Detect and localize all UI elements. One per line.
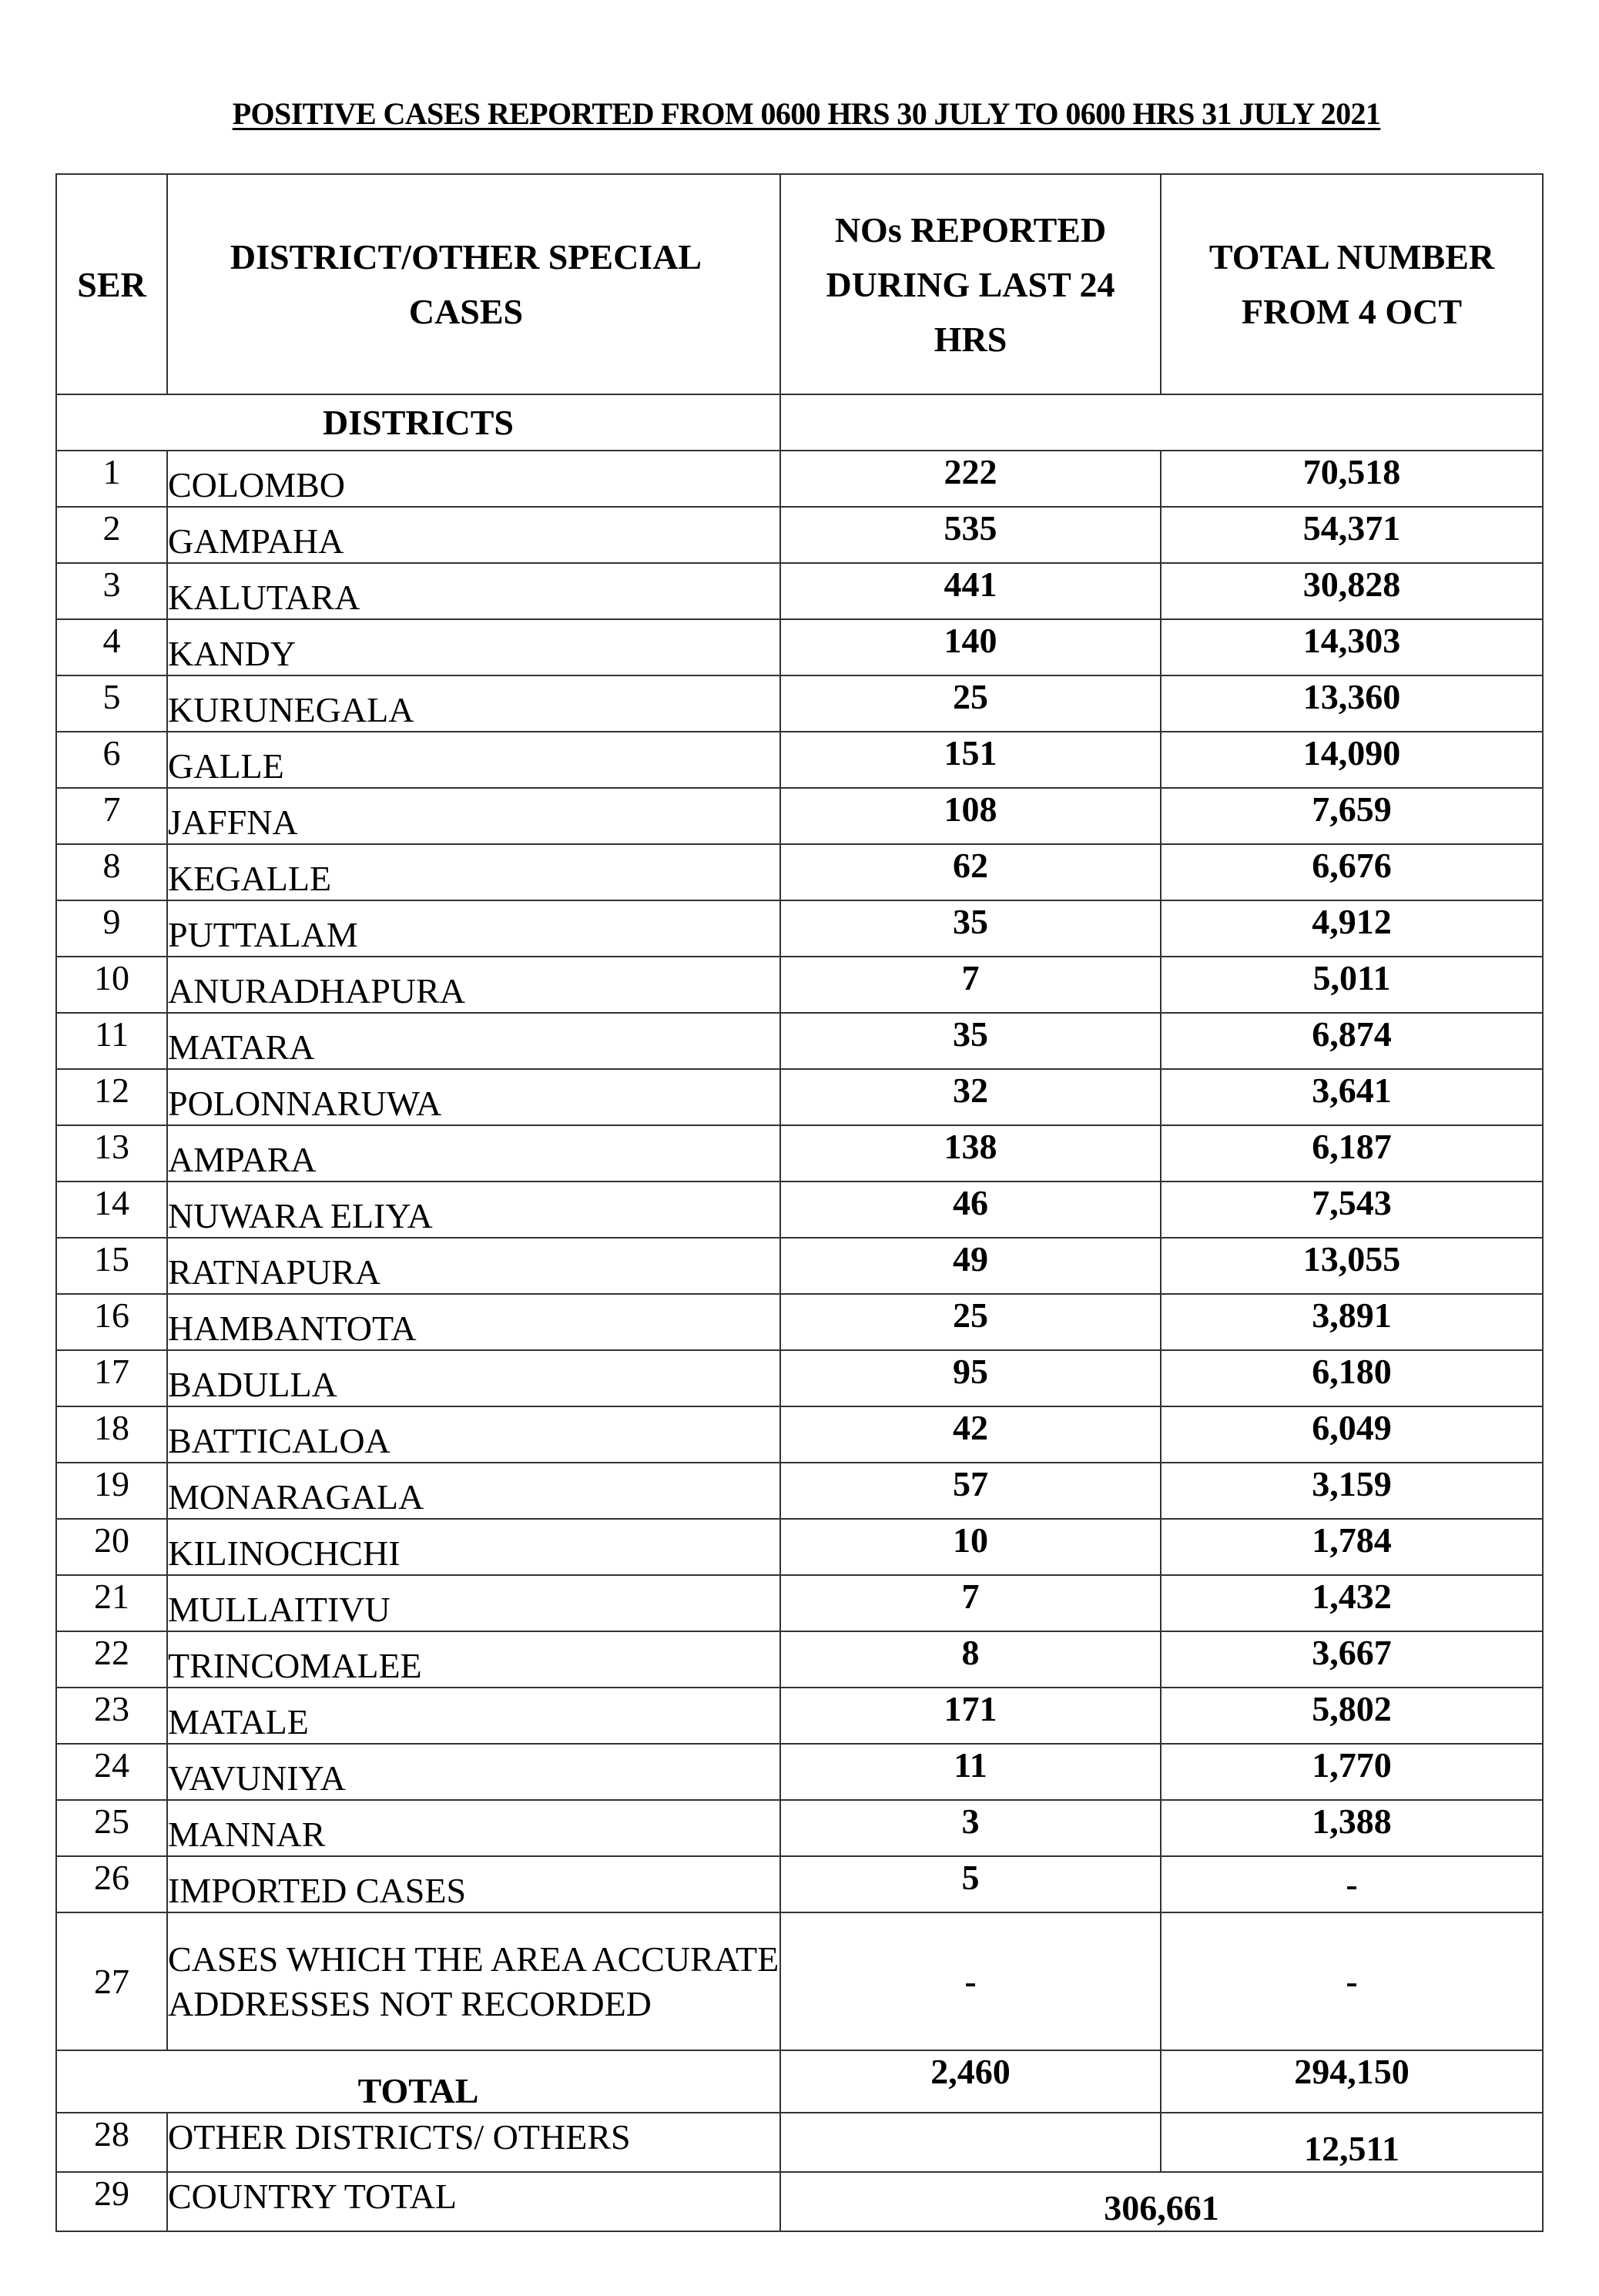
row-ser: 21 bbox=[56, 1575, 167, 1631]
row-last24: 32 bbox=[780, 1069, 1161, 1125]
row-total: 7,543 bbox=[1161, 1182, 1543, 1238]
table-row bbox=[56, 563, 1543, 619]
row-total: 4,912 bbox=[1161, 900, 1543, 957]
row-ser: 18 bbox=[56, 1406, 167, 1463]
row-district-name: AMPARA bbox=[167, 1125, 780, 1182]
table-row bbox=[56, 1575, 1543, 1631]
row-total: 14,303 bbox=[1161, 619, 1543, 675]
row-last24: 535 bbox=[780, 507, 1161, 563]
row-ser: 19 bbox=[56, 1463, 167, 1519]
row-district-name: HAMBANTOTA bbox=[167, 1294, 780, 1350]
header-row bbox=[56, 174, 1543, 394]
table-row bbox=[56, 1125, 1543, 1182]
row-district-name: COLOMBO bbox=[167, 451, 780, 507]
row-last24: 140 bbox=[780, 619, 1161, 675]
row-total: 6,676 bbox=[1161, 844, 1543, 900]
row-ser: 10 bbox=[56, 957, 167, 1013]
country-name: COUNTRY TOTAL bbox=[167, 2172, 780, 2231]
row-ser: 20 bbox=[56, 1519, 167, 1575]
row-ser: 8 bbox=[56, 844, 167, 900]
row-total: 1,432 bbox=[1161, 1575, 1543, 1631]
table-row bbox=[56, 1238, 1543, 1294]
header-total: TOTAL NUMBER FROM 4 OCT bbox=[1161, 174, 1543, 394]
row-ser: 7 bbox=[56, 788, 167, 844]
row-ser: 27 bbox=[56, 1912, 167, 2050]
total-row bbox=[56, 2050, 1543, 2113]
row-district-name: ANURADHAPURA bbox=[167, 957, 780, 1013]
row-total: 6,874 bbox=[1161, 1013, 1543, 1069]
row-last24: 35 bbox=[780, 1013, 1161, 1069]
row-ser: 13 bbox=[56, 1125, 167, 1182]
row-last24: 441 bbox=[780, 563, 1161, 619]
row-ser: 16 bbox=[56, 1294, 167, 1350]
row-district-name: NUWARA ELIYA bbox=[167, 1182, 780, 1238]
row-last24: 25 bbox=[780, 675, 1161, 732]
row-last24: 42 bbox=[780, 1406, 1161, 1463]
table-body bbox=[56, 394, 1543, 2231]
table-row bbox=[56, 507, 1543, 563]
row-total: 3,667 bbox=[1161, 1631, 1543, 1688]
row-ser: 1 bbox=[56, 451, 167, 507]
row-last24: 46 bbox=[780, 1182, 1161, 1238]
table-row bbox=[56, 1688, 1543, 1744]
row-district-name: CASES WHICH THE AREA ACCURATE ADDRESSES NOT RECORDED bbox=[167, 1912, 780, 2050]
row-district-name: VAVUNIYA bbox=[167, 1744, 780, 1800]
row-ser: 3 bbox=[56, 563, 167, 619]
row-district-name: KURUNEGALA bbox=[167, 675, 780, 732]
row-last24: 222 bbox=[780, 451, 1161, 507]
cases-table bbox=[55, 173, 1544, 2232]
row-total: 6,180 bbox=[1161, 1350, 1543, 1406]
table-row bbox=[56, 451, 1543, 507]
report-title: POSITIVE CASES REPORTED FROM 0600 HRS 30 JULY TO 0600 HRS 31 JULY 2021 bbox=[232, 96, 1381, 131]
row-ser: 4 bbox=[56, 619, 167, 675]
row-total: - bbox=[1161, 1912, 1543, 2050]
total-last24: 2,460 bbox=[780, 2050, 1161, 2113]
row-total: 30,828 bbox=[1161, 563, 1543, 619]
row-last24: 7 bbox=[780, 957, 1161, 1013]
total-total: 294,150 bbox=[1161, 2050, 1543, 2113]
row-last24: 49 bbox=[780, 1238, 1161, 1294]
row-district-name: MANNAR bbox=[167, 1800, 780, 1856]
header-last24: NOs REPORTED DURING LAST 24 HRS bbox=[780, 174, 1161, 394]
row-district-name: BATTICALOA bbox=[167, 1406, 780, 1463]
table-row bbox=[56, 675, 1543, 732]
header-district: DISTRICT/OTHER SPECIAL CASES bbox=[167, 174, 780, 394]
row-district-name: KEGALLE bbox=[167, 844, 780, 900]
row-ser: 6 bbox=[56, 732, 167, 788]
row-total: - bbox=[1161, 1856, 1543, 1912]
row-last24: 138 bbox=[780, 1125, 1161, 1182]
row-last24: 151 bbox=[780, 732, 1161, 788]
row-district-name: IMPORTED CASES bbox=[167, 1856, 780, 1912]
table-row bbox=[56, 1406, 1543, 1463]
row-last24: 5 bbox=[780, 1856, 1161, 1912]
section-row-districts bbox=[56, 394, 1543, 451]
row-total: 6,187 bbox=[1161, 1125, 1543, 1182]
row-district-name: MATARA bbox=[167, 1013, 780, 1069]
row-district-name: PUTTALAM bbox=[167, 900, 780, 957]
row-ser: 22 bbox=[56, 1631, 167, 1688]
row-district-name: BADULLA bbox=[167, 1350, 780, 1406]
row-district-name: GAMPAHA bbox=[167, 507, 780, 563]
table-row bbox=[56, 1350, 1543, 1406]
row-district-name: GALLE bbox=[167, 732, 780, 788]
row-last24: 10 bbox=[780, 1519, 1161, 1575]
table-row bbox=[56, 619, 1543, 675]
row-last24: - bbox=[780, 1912, 1161, 2050]
row-total: 3,159 bbox=[1161, 1463, 1543, 1519]
table-row bbox=[56, 1631, 1543, 1688]
other-total: 12,511 bbox=[1161, 2113, 1543, 2172]
row-ser: 25 bbox=[56, 1800, 167, 1856]
other-ser: 28 bbox=[56, 2113, 167, 2172]
row-last24: 108 bbox=[780, 788, 1161, 844]
row-district-name: JAFFNA bbox=[167, 788, 780, 844]
table-row bbox=[56, 900, 1543, 957]
table-row bbox=[56, 844, 1543, 900]
row-total: 3,641 bbox=[1161, 1069, 1543, 1125]
row-total: 5,011 bbox=[1161, 957, 1543, 1013]
table-row bbox=[56, 1800, 1543, 1856]
row-district-name: KALUTARA bbox=[167, 563, 780, 619]
header-ser: SER bbox=[56, 174, 167, 394]
row-district-name: MATALE bbox=[167, 1688, 780, 1744]
row-last24: 62 bbox=[780, 844, 1161, 900]
row-district-name: RATNAPURA bbox=[167, 1238, 780, 1294]
row-last24: 3 bbox=[780, 1800, 1161, 1856]
other-districts-row bbox=[56, 2113, 1543, 2172]
table-row bbox=[56, 1856, 1543, 1912]
row-district-name: MONARAGALA bbox=[167, 1463, 780, 1519]
table-row bbox=[56, 1912, 1543, 2050]
row-total: 1,388 bbox=[1161, 1800, 1543, 1856]
row-ser: 24 bbox=[56, 1744, 167, 1800]
table-row bbox=[56, 1182, 1543, 1238]
table-row bbox=[56, 1463, 1543, 1519]
table-row bbox=[56, 1519, 1543, 1575]
row-last24: 25 bbox=[780, 1294, 1161, 1350]
row-ser: 11 bbox=[56, 1013, 167, 1069]
row-total: 13,360 bbox=[1161, 675, 1543, 732]
row-ser: 12 bbox=[56, 1069, 167, 1125]
row-district-name: KILINOCHCHI bbox=[167, 1519, 780, 1575]
row-total: 54,371 bbox=[1161, 507, 1543, 563]
table-row bbox=[56, 1013, 1543, 1069]
table-row bbox=[56, 732, 1543, 788]
country-ser: 29 bbox=[56, 2172, 167, 2231]
row-total: 13,055 bbox=[1161, 1238, 1543, 1294]
section-empty-cell bbox=[780, 394, 1543, 451]
row-district-name: TRINCOMALEE bbox=[167, 1631, 780, 1688]
row-ser: 9 bbox=[56, 900, 167, 957]
row-ser: 23 bbox=[56, 1688, 167, 1744]
row-last24: 95 bbox=[780, 1350, 1161, 1406]
row-ser: 17 bbox=[56, 1350, 167, 1406]
row-total: 1,770 bbox=[1161, 1744, 1543, 1800]
section-label: DISTRICTS bbox=[56, 394, 780, 451]
table-row bbox=[56, 1744, 1543, 1800]
row-district-name: KANDY bbox=[167, 619, 780, 675]
row-ser: 26 bbox=[56, 1856, 167, 1912]
row-total: 1,784 bbox=[1161, 1519, 1543, 1575]
table-row bbox=[56, 1069, 1543, 1125]
row-total: 5,802 bbox=[1161, 1688, 1543, 1744]
table-row bbox=[56, 1294, 1543, 1350]
total-label: TOTAL bbox=[56, 2050, 780, 2113]
row-ser: 2 bbox=[56, 507, 167, 563]
row-last24: 11 bbox=[780, 1744, 1161, 1800]
row-total: 7,659 bbox=[1161, 788, 1543, 844]
row-total: 3,891 bbox=[1161, 1294, 1543, 1350]
row-last24: 8 bbox=[780, 1631, 1161, 1688]
table-row bbox=[56, 788, 1543, 844]
row-total: 14,090 bbox=[1161, 732, 1543, 788]
row-district-name: POLONNARUWA bbox=[167, 1069, 780, 1125]
row-ser: 14 bbox=[56, 1182, 167, 1238]
table-row bbox=[56, 957, 1543, 1013]
row-district-name: MULLAITIVU bbox=[167, 1575, 780, 1631]
row-last24: 7 bbox=[780, 1575, 1161, 1631]
row-last24: 171 bbox=[780, 1688, 1161, 1744]
row-ser: 5 bbox=[56, 675, 167, 732]
other-last24 bbox=[780, 2113, 1161, 2172]
country-total: 306,661 bbox=[780, 2172, 1543, 2231]
row-last24: 57 bbox=[780, 1463, 1161, 1519]
other-name: OTHER DISTRICTS/ OTHERS bbox=[167, 2113, 780, 2172]
country-total-row bbox=[56, 2172, 1543, 2231]
row-total: 6,049 bbox=[1161, 1406, 1543, 1463]
row-last24: 35 bbox=[780, 900, 1161, 957]
row-total: 70,518 bbox=[1161, 451, 1543, 507]
row-ser: 15 bbox=[56, 1238, 167, 1294]
